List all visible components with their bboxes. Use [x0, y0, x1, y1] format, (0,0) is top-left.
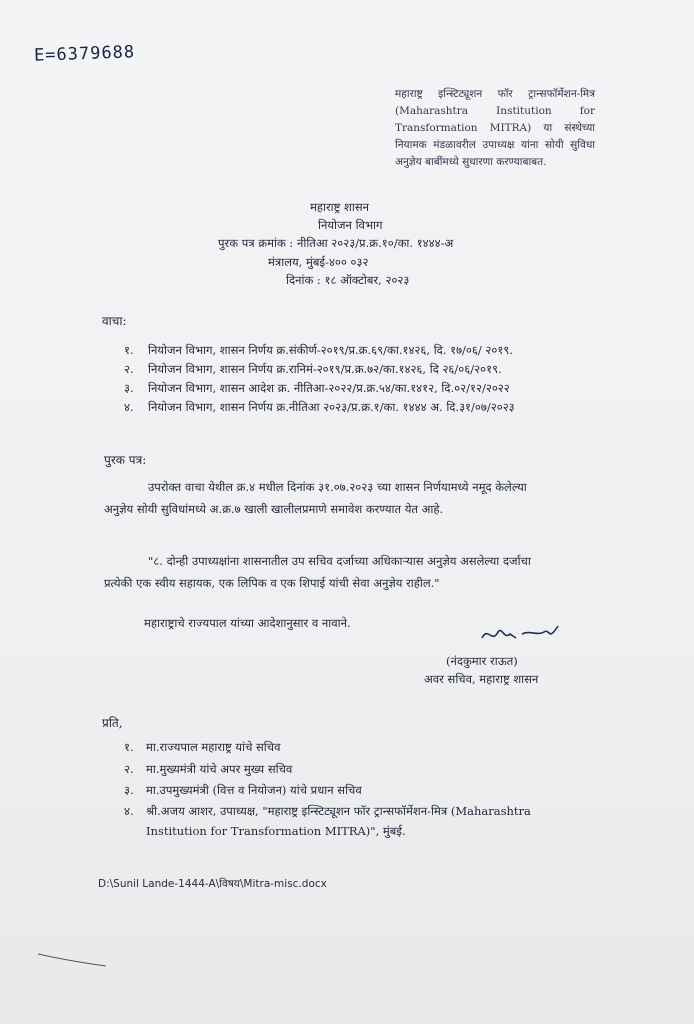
handwritten-note: E=6379688 — [33, 42, 136, 66]
recipient-number: ४. — [124, 804, 134, 818]
place: मंत्रालय, मुंबई-४०० ०३२ — [268, 255, 369, 269]
signatory-name: (नंदकुमार राऊत) — [446, 654, 518, 668]
pen-scribble — [36, 950, 116, 970]
read-label: वाचा: — [102, 314, 127, 328]
supplement-label: पुरक पत्र: — [104, 453, 147, 467]
recipient-text: मा.राज्यपाल महाराष्ट्र यांचे सचिव — [146, 740, 281, 754]
recipient-item — [124, 783, 362, 798]
reference-item — [124, 381, 510, 396]
recipient-text: मा.उपमुख्यमंत्री (वित्त व नियोजन) यांचे प्रधान सचिव — [146, 783, 362, 797]
body-para1-line1: उपरोक्त वाचा येथील क्र.४ मधील दिनांक ३१.०७.२०२३ च्या शासन निर्णयामध्ये नमूद केलेल्या — [148, 480, 527, 494]
recipient-number: १. — [124, 740, 134, 754]
reference-text: नियोजन विभाग, शासन निर्णय क्र.नीतिआ २०२३/प्र.क्र.१/का. १४४४ अ. दि.३१/०७/२०२३ — [148, 400, 515, 414]
reference-number: १. — [124, 343, 134, 357]
file-path: D:\Sunil Lande-1444-A\विषय\Mitra-misc.docx — [98, 878, 327, 890]
reference-text: नियोजन विभाग, शासन निर्णय क्र.रानिमं-२०१९/प्र.क्र.७२/का.१४२६, दि २६/०६/२०१९. — [148, 362, 502, 376]
recipient-text: श्री.अजय आशर, उपाध्यक्ष, "महाराष्ट्र इन्स्टिट्यूशन फॉर ट्रान्सफॉर्मेशन-मित्र (Maharashtra — [146, 804, 531, 818]
recipient-number: २. — [124, 762, 134, 776]
order-line: महाराष्ट्राचे राज्यपाल यांच्या आदेशानुसार व नावाने. — [144, 616, 351, 630]
recipient-item — [124, 804, 531, 819]
reference-text: नियोजन विभाग, शासन निर्णय क्र.संकीर्ण-२०१९/प्र.क्र.६९/का.१४२६, दि. १७/०६/ २०१९. — [148, 343, 513, 357]
letter-date: दिनांक : १८ ऑक्टोबर, २०२३ — [286, 273, 410, 287]
recipient-item — [124, 762, 292, 777]
recipient-continuation: Institution for Transformation MITRA)", मुंबई. — [146, 824, 406, 838]
government-name: महाराष्ट्र शासन — [310, 200, 369, 214]
signature-mark — [478, 620, 568, 650]
recipient-text: मा.मुख्यमंत्री यांचे अपर मुख्य सचिव — [146, 762, 293, 776]
body-para2-line1: "८. दोन्ही उपाध्यक्षांना शासनातील उप सचिव दर्जाच्या अधिकाऱ्यास अनुज्ञेय असलेल्या दर्जाचा — [148, 554, 531, 568]
reference-item — [124, 362, 502, 377]
signatory-designation: अवर सचिव, महाराष्ट्र शासन — [424, 672, 539, 686]
recipient-number: ३. — [124, 783, 134, 797]
reference-number: ३. — [124, 381, 134, 395]
letter-number: पुरक पत्र क्रमांक : नीतिआ २०२३/प्र.क्र.१०/का. १४४४-अ — [218, 236, 454, 250]
reference-item — [124, 343, 513, 358]
to-label: प्रति, — [102, 716, 123, 730]
body-para1-line2: अनुज्ञेय सोयी सुविधांमध्ये अ.क्र.७ खाली खालीलप्रमाणे समावेश करण्यात येत आहे. — [104, 502, 444, 516]
reference-item — [124, 400, 515, 415]
recipient-item — [124, 740, 280, 755]
reference-text: नियोजन विभाग, शासन आदेश क्र. नीतिआ-२०२२/प्र.क्र.५४/का.१४१२, दि.०२/१२/२०२२ — [148, 381, 510, 395]
subject-text: महाराष्ट्र इन्स्टिट्यूशन फॉर ट्रान्सफॉर्मेशन-मित्र (Maharashtra Institution for Transformation MITRA) या संस्थेच्या नियामक मंडळावरील उपाध्यक्ष यांना सोयी सुविधा अनुज्ञेय बाबींमध्ये सुधारणा करण्याबाबत. — [395, 88, 595, 168]
reference-number: ४. — [124, 400, 134, 414]
department-name: नियोजन विभाग — [318, 218, 383, 232]
body-para2-line2: प्रत्येकी एक स्वीय सहायक, एक लिपिक व एक शिपाई यांची सेवा अनुज्ञेय राहील." — [104, 576, 440, 590]
reference-number: २. — [124, 362, 134, 376]
